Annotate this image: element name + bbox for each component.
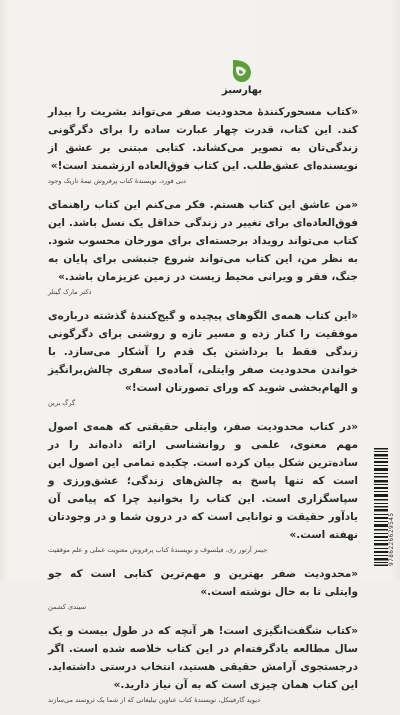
blurb-quote: «محدودیت صفر بهترین و مهم‌ترین کتابی است که جو وایتلی تا به حال نوشته است.» [48,568,358,598]
blurb-quote: «من عاشق این کتاب هستم. فکر می‌کنم این کتاب راهنمای فوق‌العاده‌ای برای تغییر در زندگی حداقل یک نسل باشد. این کتاب می‌تواند رویداد برجسته‌ای برای مورخان محسوب شود. به نظر من، این کتاب می‌تواند شروع جنبشی برای پایان به جنگ، فقر و ویرانی محیط زیست در زمین عزیزمان باشد.» [48,199,358,283]
blurb-quote: «کتاب مسحورکنندهٔ محدودیت صفر می‌تواند بشریت را بیدار کند. این کتاب، قدرت چهار عبارت ساده را برای دگرگونی زندگی‌تان به تصویر می‌کشاند. کتابی مبتنی بر عشق از نویسنده‌ای عشق‌طلب. این کتاب فوق‌العاده ارزشمند است!» [48,106,358,172]
blurb-quote: «کتاب شگفت‌انگیزی است! هر آنچه که در طول بیست و یک سال مطالعه یادگرفته‌ام در این کتاب خلاصه شده است. اگر درجستجوی آرامش حقیقی هستید، انتخاب درستی داشته‌اید. این کتاب همان چیزی است که به آن نیاز دارید.» [48,625,358,691]
blurb-quote: «این کتاب همه‌ی الگوهای پیچیده و گیج‌کنندهٔ گذشته درباره‌ی موفقیت را کنار زده و مسیر تازه و روشنی برای دگرگونی زندگی فقط با برداشتن یک قدم را آشکار می‌سازد. با خواندن محدودیت صفر وایتلی، آماده‌ی سفری چالش‌برانگیز و الهام‌بخشی شوید که ورای تصورتان است!» [48,310,358,394]
barcode [374,448,388,566]
endorsements [48,103,358,715]
blurb-attribution: جیمز آرتور ری، فیلسوف و نویسندهٔ کتاب پرفروش معنویت عملی و علم موفقیت [48,546,268,554]
blurb-quote: «در کتاب محدودیت صفر، وایتلی حقیقتی که همه‌ی اصول مهم معنوی، علمی و روانشناسی ارائه داده‌اند را در ساده‌ترین شکل بیان کرده است. چکیده تمامی این اصول این است که تنها پاسخ به چالش‌های زندگی؛ عشق‌ورزی و سپاسگزاری است. این کتاب را بخوانید چرا که پیامی آن یادآور حقیقت و توانایی است که در درون شما و در وجودتان نهفته است.» [48,421,358,541]
blurb-attribution: دکتر مارک گینلر [48,288,92,296]
blurb-attribution: دبی فورد، نویسندهٔ کتاب پرفروش نیمهٔ تاریک وجود [48,177,186,185]
blurb-attribution: سیندی کشمن [48,603,87,611]
publisher-wordmark: بهارسبز [221,85,262,96]
blurb-attribution: دیوید گارفینکل، نویسندهٔ کتاب عناوین تیلیغاتی که از شما یک ثروتمند می‌سازند [48,696,261,704]
leaf-logo-icon [230,58,254,84]
blurb-attribution: گرگ برین [48,399,76,407]
isbn-number: 9786226629545 [388,512,395,566]
